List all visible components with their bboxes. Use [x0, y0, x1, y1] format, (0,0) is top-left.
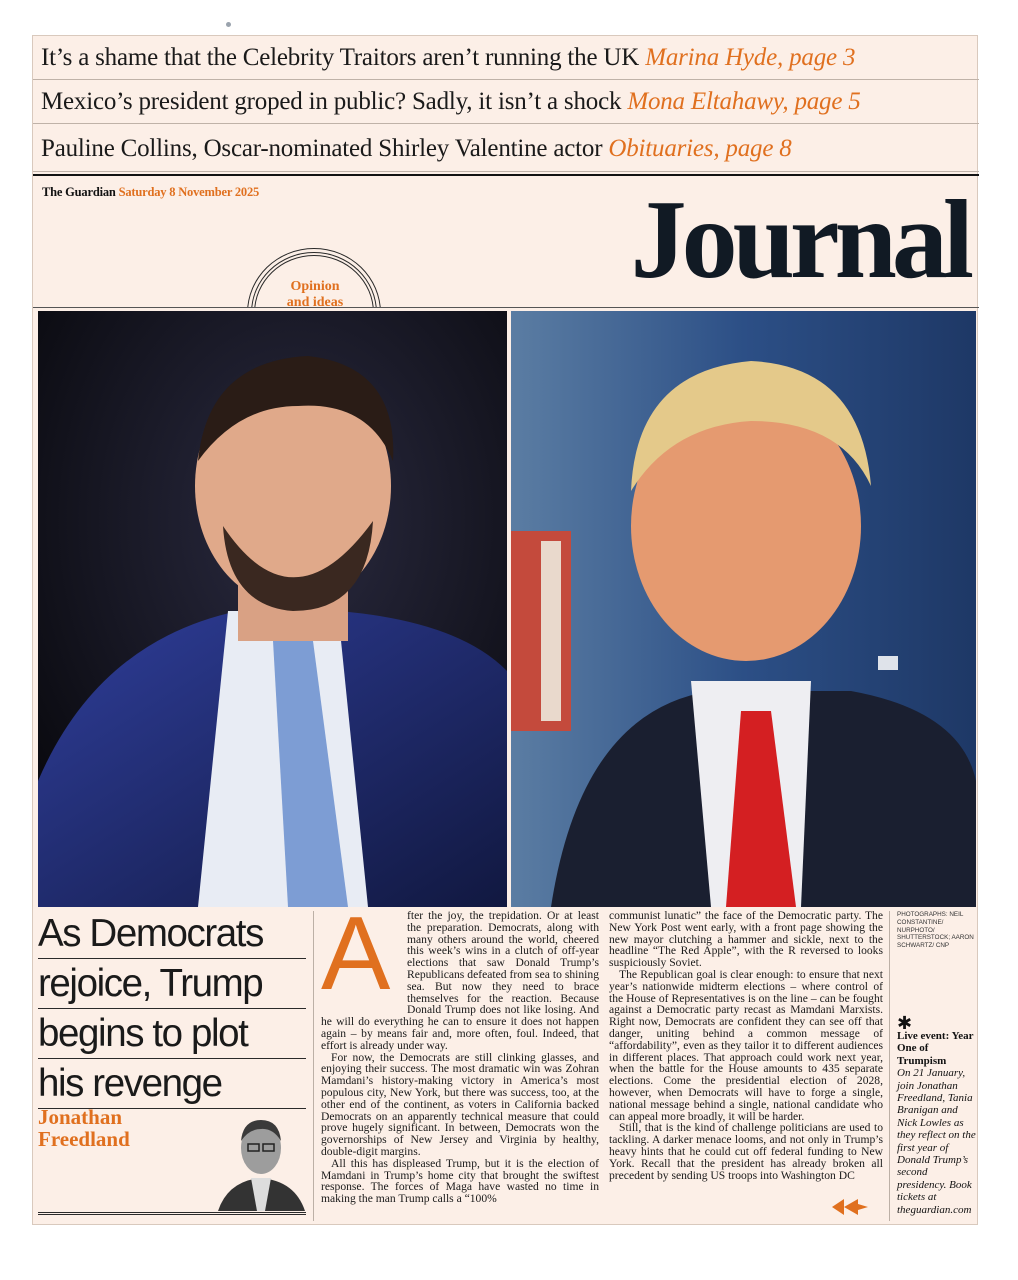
section-title: Journal [630, 178, 969, 302]
photo-trump [511, 311, 976, 907]
column-separator [889, 911, 890, 1221]
photo-credit: PHOTOGRAPHS: NEIL CONSTANTINE/ NURPHOTO/ SHUTTERSTOCK; AARON SCHWARTZ/ CNP [897, 911, 974, 950]
badge-line-2: and ideas [286, 295, 344, 310]
asterisk-icon: ✱ [897, 1013, 913, 1033]
byline-first: Jonathan [38, 1105, 123, 1129]
masthead-rule [33, 174, 979, 176]
headline-line: begins to plot [38, 1009, 306, 1059]
photo-trump-image [511, 311, 976, 907]
paragraph: fter the joy, the trepidation. Or at least the preparation. Democrats, along with many others around the world, cheered this week’s wins in a clutch of off-year elections that saw Donald Trump’s Republicans defeated from sea to shining sea. But now they need to brace themselves for the reaction. Because Donald Trump does not like losing. And he will do everything he can to ensure it does not happen again – by means fair and, more often, foul. Indeed, that effort is already under way. [321, 909, 599, 1052]
event-title: Live event: Year One of Trumpism [897, 1030, 974, 1067]
byline[interactable] [38, 1106, 178, 1150]
page-marker-dot [226, 22, 231, 27]
strap-ref: Marina Hyde, page 3 [645, 44, 856, 71]
headline[interactable] [38, 909, 306, 1109]
paragraph: The Republican goal is clear enough: to ensure that next year’s nationwide midterm elections – where control of the House of Representatives is on the line – can be fought against a Democratic party recast as Mamdani Marxists. Right now, Democrats are confident they can see off that danger, uniting behind a common message of “affordability”, even as they tailor it to different audiences in different places. That approach could work next year, when the battle for the House amounts to 435 separate elections. Come the presidential election of 2028, however, when Democrats will have to forge a single, national message behind a single, national candidate who can appeal more broadly, it will be harder. [609, 967, 883, 1123]
article-column-1 [321, 910, 599, 1205]
article-column-2 [609, 910, 883, 1181]
paragraph: For now, the Democrats are still clinking glasses, and enjoying their success. The most dramatic win was Zohran Mamdani’s history-making victory in America’s most populous city, New York, but there was success, too, at the other end of the continent, as voters in California backed Democrats on an apparently technical measure that could prove hugely significant. In between, Democrats won the governorships of New Jersey and Virginia by healthy, double-digit margins. [321, 1050, 599, 1158]
event-body: On 21 January, join Jonathan Freedland, Tania Branigan and Nick Lowles as they reflect on the first year of Donald Trump’s second presidency. Book tickets at theguardian.com [897, 1067, 976, 1216]
strap-text: Mexico’s president groped in public? Sadly, it isn’t a shock [41, 88, 622, 115]
headline-line: his revenge [38, 1059, 306, 1109]
strap-text: It’s a shame that the Celebrity Traitors aren’t running the UK [41, 44, 640, 71]
issue-date: Saturday 8 November 2025 [118, 185, 260, 199]
headline-bottom-rule [38, 1212, 306, 1215]
photo-rule [33, 307, 979, 308]
journal-front-page [32, 35, 978, 1225]
paragraph: All this has displeased Trump, but it is the election of Mamdani in Trump’s home city that brought the swiftest response. The forces of Maga have wasted no time in making the man Trump calls a “100% [321, 1156, 599, 1206]
publication-line [42, 185, 259, 200]
live-event-promo[interactable] [897, 1013, 979, 1216]
photo-mamdani [38, 311, 507, 907]
photo-mamdani-image [38, 311, 507, 907]
strap-2[interactable] [33, 80, 979, 124]
continue-arrow-icon[interactable] [830, 1196, 870, 1218]
headline-line: As Democrats [38, 909, 306, 959]
paragraph: Still, that is the kind of challenge politicians are used to tackling. A darker menace looms, and not only in Trump’s heavy hints that he could cut off federal funding to New York. Recall that the president has already broken all precedent by sending US troops into Washington DC [609, 1121, 883, 1182]
drop-cap: A [321, 910, 391, 1006]
badge-line-1: Opinion [290, 279, 340, 294]
publication-name: The Guardian [42, 185, 116, 199]
strap-3[interactable] [33, 126, 979, 172]
strap-ref: Mona Eltahawy, page 5 [627, 88, 861, 115]
paragraph: communist lunatic” the face of the Democratic party. The New York Post went early, with a front page showing the new mayor clutching a hammer and sickle, next to the headline “The Red Apple”, with the R reversed to looks suspiciously Soviet. [609, 909, 883, 970]
byline-last: Freedland [38, 1127, 130, 1151]
strap-text: Pauline Collins, Oscar-nominated Shirley Valentine actor [41, 135, 603, 162]
column-separator [313, 911, 314, 1221]
strap-ref: Obituaries, page 8 [608, 135, 792, 162]
headline-line: rejoice, Trump [38, 959, 306, 1009]
strap-1[interactable] [33, 36, 979, 80]
author-photo [213, 1106, 308, 1211]
